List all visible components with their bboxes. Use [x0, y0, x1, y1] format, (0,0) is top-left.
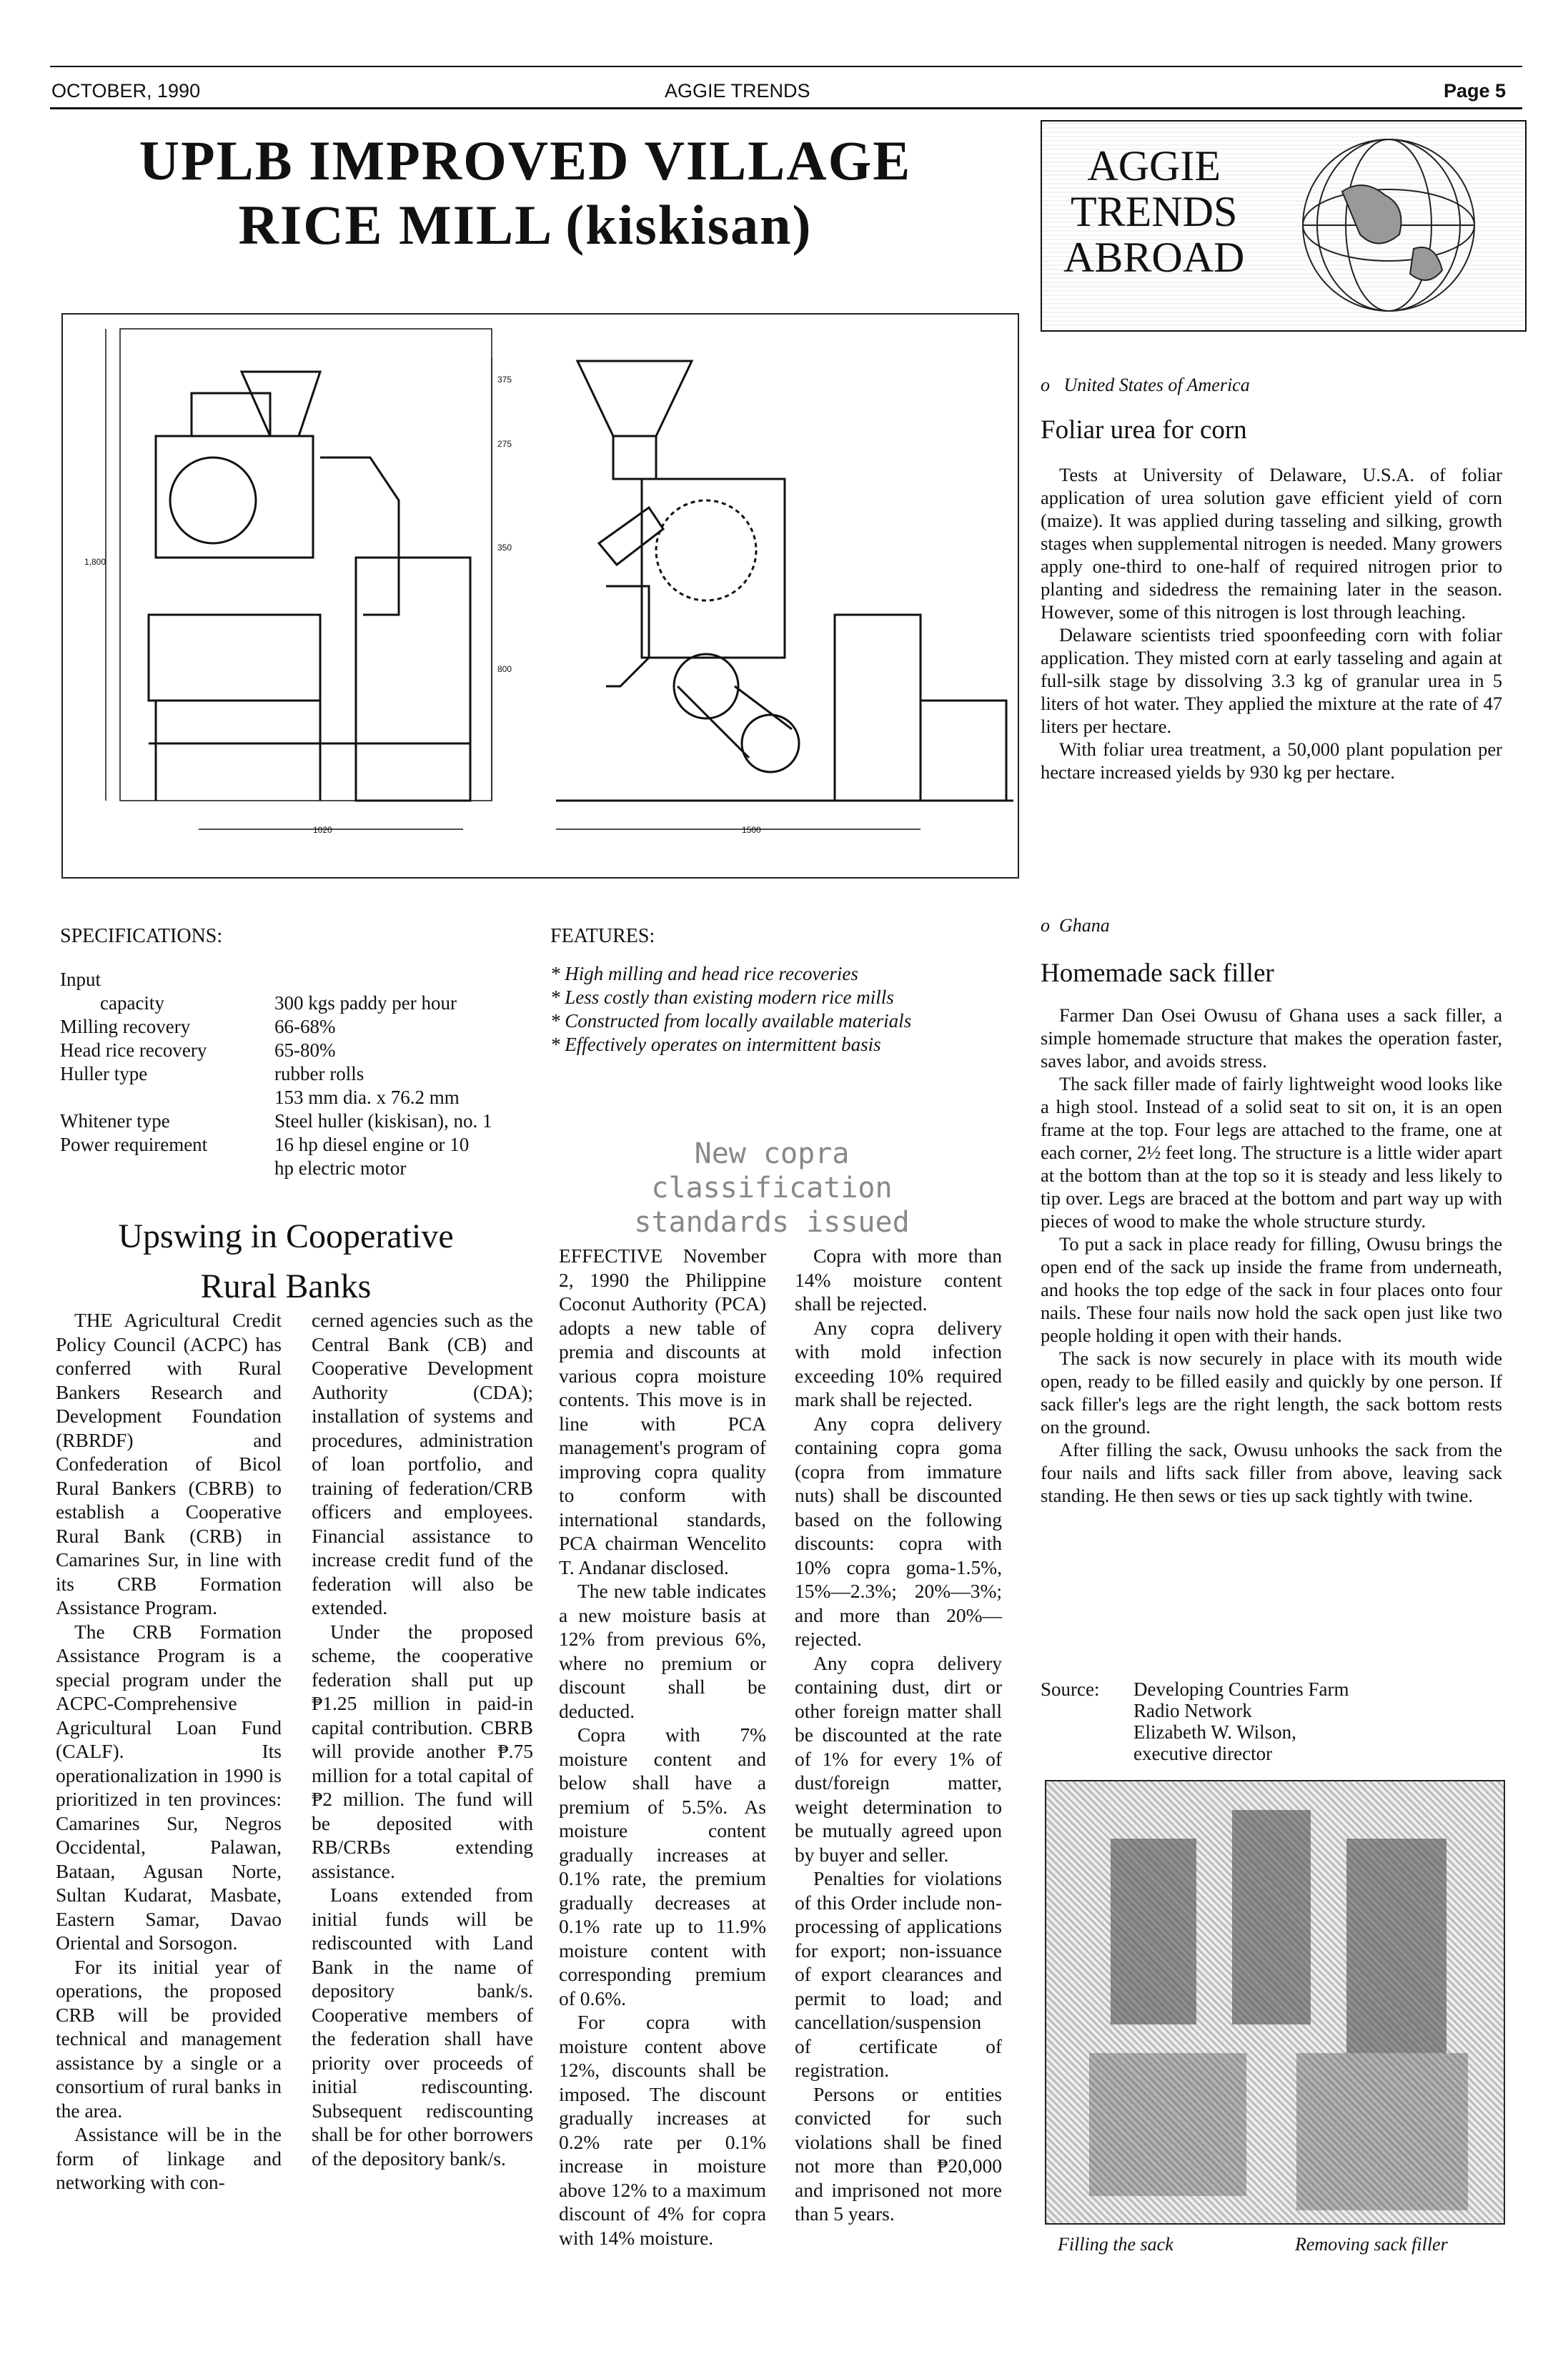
- left-whitener: [149, 615, 320, 701]
- spec-row: Huller type rubber rolls: [60, 1063, 364, 1084]
- caption-removing-filler: Removing sack filler: [1295, 2234, 1448, 2255]
- caption-filling-sack: Filling the sack: [1058, 2234, 1173, 2255]
- features-heading: FEATURES:: [550, 925, 655, 947]
- feature-item: * Effectively operates on intermittent basis: [550, 1034, 881, 1055]
- right-pulley: [674, 654, 738, 718]
- features-list: [550, 962, 1008, 1057]
- dim-total-height: 1,800: [84, 557, 106, 567]
- dim-left-width: 1020: [313, 825, 332, 835]
- left-feeder: [192, 393, 270, 436]
- rice-mill-title: UPLB IMPROVED VILLAGE RICE MILL (kiskisan): [139, 129, 912, 256]
- right-motor-pulley: [742, 715, 799, 772]
- specs-table: [60, 968, 503, 1180]
- issue-date: OCTOBER, 1990: [51, 80, 201, 102]
- dim-top2: 275: [497, 439, 512, 449]
- photo-person-center: [1232, 1810, 1311, 2024]
- copra-title: New copra classification standards issued: [634, 1137, 910, 1239]
- dim-top1: 375: [497, 375, 512, 385]
- sack-filler-photo: [1045, 1780, 1505, 2225]
- feature-item: * High milling and head rice recoveries: [550, 963, 858, 984]
- spec-row: Input: [60, 969, 101, 990]
- left-stand: [356, 558, 470, 801]
- spec-row: 153 mm dia. x 76.2 mm: [274, 1087, 460, 1108]
- left-roll: [170, 458, 256, 543]
- right-chute: [599, 508, 663, 565]
- banks-column-2: cerned agencies such as the Central Bank (CB) and Cooperative Development Authority (CDA); installation of systems and procedures, administration of loan portfolio, and training of federation/CRB officers and employees. Financial assistance to increase credit fund of the federation will also be extended. Under the proposed scheme, the cooperative federation shall put up ₱1.25 million in paid-in capital contribution. CBRB will provide another ₱.75 million for a total capital of ₱2 million. The fund will be deposited with RB/CRBs extending assistance. Loans extended from initial funds will be rediscounted with Land Bank in the name of depository bank/s. Cooperative members of the federation shall have priority over proceeds of initial rediscounting. Subsequent rediscounting shall be for other borrowers of the depository bank/s.: [312, 1309, 533, 2170]
- page-number: Page 5: [1444, 80, 1507, 102]
- right-step1: [835, 615, 921, 801]
- right-drum: [656, 500, 756, 600]
- left-pipe: [320, 458, 399, 615]
- publication-name: AGGIE TRENDS: [665, 80, 810, 102]
- globe-icon: [1292, 127, 1485, 324]
- photo-sack: [1296, 2053, 1468, 2210]
- left-huller-body: [156, 436, 313, 558]
- top-rule: [50, 66, 1522, 67]
- feature-item: * Less costly than existing modern rice mills: [550, 986, 894, 1008]
- source-credit: Source: Developing Countries Farm Radio Network Elizabeth W. Wilson, executive director: [1041, 1678, 1349, 1764]
- rice-mill-diagram: [61, 313, 1019, 879]
- spec-row: Power requirement 16 hp diesel engine or 10: [60, 1134, 470, 1155]
- photo-sack-filler-stool: [1089, 2053, 1246, 2196]
- banks-title: Upswing in Cooperative Rural Banks: [118, 1217, 454, 1305]
- spec-row: Milling recovery 66-68%: [60, 1016, 336, 1037]
- right-step2: [921, 701, 1006, 801]
- copra-column-2: Copra with more than 14% moisture content shall be rejected. Any copra delivery with mold infection exceeding 10% required mark shall be rejected. Any copra delivery containing copra goma (copra from immature nuts) shall be discounted based on the following discounts: copra with 10% copra goma-1.5%, 15%—2.3%; 20%—3%; and more than 20%—rejected. Any copra delivery containing dust, dirt or other foreign matter shall be discounted at the rate of 1% for every 1% of dust/foreign matter, weight determination to be mutually agreed upon by buyer and seller. Penalties for violations of this Order include non-processing of applications for export; non-issuance of export clearances and permit to load; and cancellation/suspension of certificate of registration. Persons or entities convicted for such violations shall be fined not more than ₱20,000 and imprisoned not more than 5 years.: [795, 1245, 1002, 2225]
- foliar-urea-body: Tests at University of Delaware, U.S.A. of foliar application of urea solution gave efficient yield of corn (maize). It was applied during tasseling and silking, growth stages when supplemental nitrogen is needed. Many growers apply one-third to one-half of required nitrogen prior to planting and sidedress the remaining later in the season. However, some of this nitrogen is lost through leaching. Delaware scientists tried spoonfeeding corn with foliar application. They misted corn at early tasseling and again at full-silk stage by dissolving 3.3 kg of granular urea in 5 liters of hot water. They applied the mixture at the rate of 47 liters per hectare. With foliar urea treatment, a 50,000 plant population per hectare increased yields by 930 kg per hectare.: [1041, 464, 1502, 783]
- spec-row: Whitener type Steel huller (kiskisan), no. 1: [60, 1110, 492, 1132]
- feature-item: * Constructed from locally available materials: [550, 1010, 912, 1032]
- mill-drawing: [63, 315, 1018, 877]
- header-rule: [50, 107, 1522, 109]
- sack-filler-body: Farmer Dan Osei Owusu of Ghana uses a sack filler, a simple homemade structure that makes the operation faster, saves labor, and avoids stress. The sack filler made of fairly lightweight wood looks like a high stool. Instead of a solid seat to sit on, it is an open frame at the top. Four legs are attached to the frame, one at each corner, 2½ feet long. The structure is a little wider apart at the bottom than at the top so it is steady and less likely to tip over. Legs are braced at the bottom and part way up with pieces of wood to make the whole structure sturdy. To put a sack in place ready for filling, Owusu brings the open end of the sack up inside the frame from underneath, and hooks the top edge of the sack in four places onto four nails. These four nails now hold the sack open just like two people holding it open with their hands. The sack is now securely in place with its mouth wide open, ready to be filled easily and quickly by one person. If sack filler's legs are the right length, the sack bottom rests on the ground. After filling the sack, Owusu unhooks the sack from the four nails and lifts sack filler from above, leaving sack standing. He then sews or ties up sack tightly with twine.: [1041, 1004, 1502, 1506]
- aggie-trends-abroad-banner: [1041, 120, 1527, 332]
- spec-row: capacity 300 kgs paddy per hour: [100, 992, 457, 1014]
- foliar-urea-title: Foliar urea for corn: [1041, 415, 1247, 445]
- copra-column-1: EFFECTIVE November 2, 1990 the Philippine Coconut Authority (PCA) adopts a new table of premia and discounts at various copra moisture contents. This move is in line with PCA management's program of improving copra quality to conform with international standards, PCA chairman Wencelito T. Andanar disclosed. The new table indicates a new moisture basis at 12% from previous 6%, where no premium or discount shall be deducted. Copra with 7% moisture content and below shall have a premium of 5.5%. As moisture content gradually increases at 0.1% rate, the premium gradually decreases at 0.1% rate up to 11.9% moisture content with corresponding premium of 0.6%. For copra with moisture content above 12%, discounts shall be imposed. The discount gradually increases at 0.2% rate per 0.1% increase in moisture above 12% to a maximum discount of 4% for copra with 14% moisture.: [559, 1245, 766, 2249]
- right-hopper: [577, 361, 692, 436]
- sack-filler-title: Homemade sack filler: [1041, 959, 1274, 988]
- right-body: [642, 479, 785, 658]
- left-hopper: [242, 372, 320, 436]
- spec-row: Head rice recovery 65-80%: [60, 1039, 336, 1061]
- dim-bottom: 800: [497, 664, 512, 674]
- left-view-frame: [120, 329, 492, 801]
- dim-mid: 350: [497, 543, 512, 553]
- dim-right-width: 1500: [742, 825, 761, 835]
- country-usa: o United States of America: [1041, 375, 1250, 395]
- country-ghana: o Ghana: [1041, 915, 1110, 936]
- spec-row: hp electric motor: [274, 1157, 407, 1179]
- photo-person-left: [1111, 1839, 1196, 2024]
- photo-person-right: [1346, 1839, 1447, 2053]
- right-neck: [613, 436, 656, 479]
- banks-column-1: THE Agricultural Credit Policy Council (ACPC) has conferred with Rural Bankers Research and Development Foundation (RBRDF) and Confederation of Bicol Rural Bankers (CBRB) to establish a Cooperative Rural Bank (CRB) in Camarines Sur, in line with its CRB Formation Assistance Program. The CRB Formation Assistance Program is a special program under the ACPC-Comprehensive Agricultural Loan Fund (CALF). Its operationalization in 1990 is prioritized in ten provinces: Camarines Sur, Negros Occidental, Palawan, Bataan, Agusan Norte, Sultan Kudarat, Masbate, Eastern Samar, Davao Oriental and Sorsogon. For its initial year of operations, the proposed CRB will be provided technical and management assistance by a single or a consortium of rural banks in the area. Assistance will be in the form of linkage and networking with con-: [56, 1309, 282, 2193]
- banner-text: AGGIE TRENDS ABROAD: [1063, 142, 1245, 281]
- specs-heading: SPECIFICATIONS:: [60, 925, 223, 947]
